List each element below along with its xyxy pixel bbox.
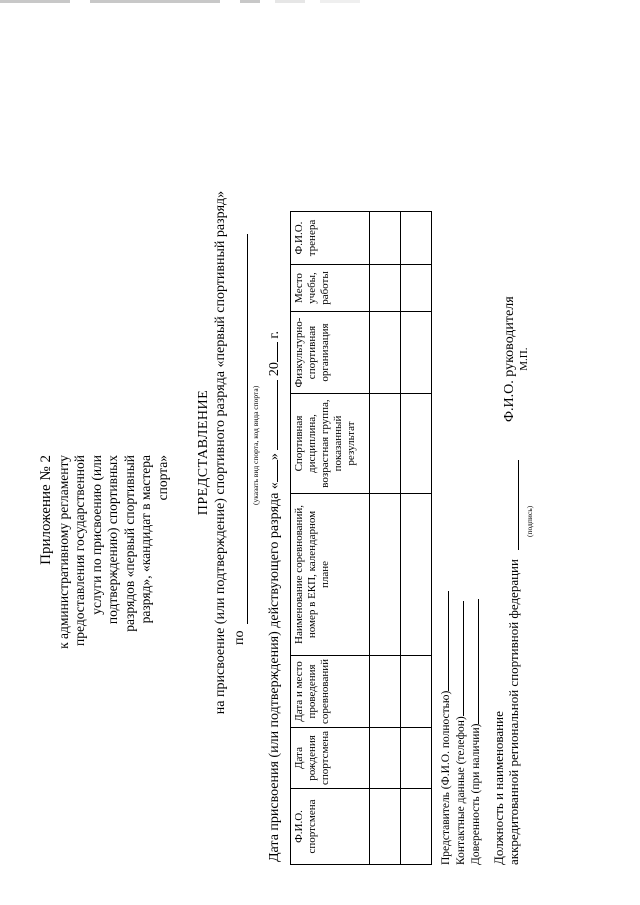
table-row xyxy=(370,212,401,865)
table-cell[interactable] xyxy=(370,265,401,312)
column-header: Дата и место проведения соревнований xyxy=(291,656,370,728)
sport-field xyxy=(232,235,248,646)
column-header: Физкультурно-спортивная организация xyxy=(291,312,370,394)
day-field[interactable] xyxy=(264,460,278,482)
table-cell[interactable] xyxy=(370,312,401,394)
representative-name-line xyxy=(438,591,453,865)
column-header: Дата рождения спортсмена xyxy=(291,727,370,788)
table-cell[interactable] xyxy=(370,656,401,728)
column-header: Место учебы, работы xyxy=(291,265,370,312)
column-header: Спортивная дисциплина, возрастная группа, показанный результат xyxy=(291,394,370,494)
column-header: Ф.И.О. спортсмена xyxy=(291,789,370,865)
contacts-line xyxy=(453,591,468,865)
document-title: ПРЕДСТАВЛЕНИЕ xyxy=(196,389,211,516)
federation-position xyxy=(491,559,521,865)
table-cell[interactable] xyxy=(401,394,432,494)
representative-name-label: Представитель (Ф.И.О. полностью) xyxy=(440,690,452,865)
column-header: Наименование соревнований, номер в ЕКП, календарном плане xyxy=(291,494,370,656)
assignment-date-line xyxy=(264,331,283,862)
table-header-row xyxy=(291,212,370,865)
athlete-table xyxy=(290,211,432,865)
head-name: Ф.И.О. руководителя xyxy=(502,296,517,422)
assignment-date-label: Дата присвоения (или подтверждения) действующего разряда « xyxy=(267,482,282,862)
table-row xyxy=(401,212,432,865)
column-header: Ф.И.О. тренера xyxy=(291,212,370,265)
document-subtitle: на присвоение (или подтверждение) спортивного разряда «первый спортивный разряд» xyxy=(213,190,228,715)
position-line-2: аккредитованной региональной спортивной федерации xyxy=(506,559,521,865)
appendix-line: предоставления государственной xyxy=(72,455,87,646)
year-field[interactable] xyxy=(264,342,278,362)
appendix-line: разряд», «кандидат в мастера xyxy=(138,455,153,624)
appendix-line: услуги по присвоению (или xyxy=(88,455,104,615)
table-cell[interactable] xyxy=(370,727,401,788)
stamp-place: М.П. xyxy=(518,347,530,371)
contacts-field[interactable] xyxy=(453,601,464,716)
table-cell[interactable] xyxy=(401,494,432,656)
table-cell[interactable] xyxy=(370,212,401,265)
representative-name-field[interactable] xyxy=(438,591,449,691)
power-of-attorney-field[interactable] xyxy=(468,599,479,724)
appendix-line: спорта» xyxy=(154,455,170,501)
sport-hint: (указать вид спорта, код вида спорта) xyxy=(251,385,260,505)
table-cell[interactable] xyxy=(370,394,401,494)
appendix-line: к административному регламенту xyxy=(55,455,71,649)
table-cell[interactable] xyxy=(401,312,432,394)
signature-hint: (подпись) xyxy=(525,505,534,537)
title-block xyxy=(196,0,229,905)
table-cell[interactable] xyxy=(401,789,432,865)
appendix-note xyxy=(38,455,171,665)
power-of-attorney-line xyxy=(468,591,483,865)
power-of-attorney-label: Доверенность (при наличии) xyxy=(470,723,482,865)
representative-block xyxy=(438,591,483,865)
table-cell[interactable] xyxy=(401,265,432,312)
appendix-number: Приложение № 2 xyxy=(38,455,54,565)
year-prefix: 20 xyxy=(267,362,282,377)
year-suffix: г. xyxy=(267,330,282,339)
table-cell[interactable] xyxy=(401,212,432,265)
appendix-line: подтверждению) спортивных xyxy=(105,455,120,625)
contacts-label: Контактные данные (телефон) xyxy=(455,716,467,865)
sport-prefix: по xyxy=(232,630,247,645)
sport-input-line[interactable] xyxy=(233,235,248,625)
month-field[interactable] xyxy=(264,380,278,450)
table-cell[interactable] xyxy=(401,656,432,728)
head-name-block xyxy=(502,296,532,422)
table-cell[interactable] xyxy=(370,494,401,656)
table-cell[interactable] xyxy=(401,727,432,788)
signature-line[interactable] xyxy=(518,460,519,550)
position-line-1: Должность и наименование xyxy=(491,711,506,865)
quote-close: » xyxy=(267,453,282,461)
appendix-line: разрядов «первый спортивный xyxy=(121,455,137,632)
table-cell[interactable] xyxy=(370,789,401,865)
